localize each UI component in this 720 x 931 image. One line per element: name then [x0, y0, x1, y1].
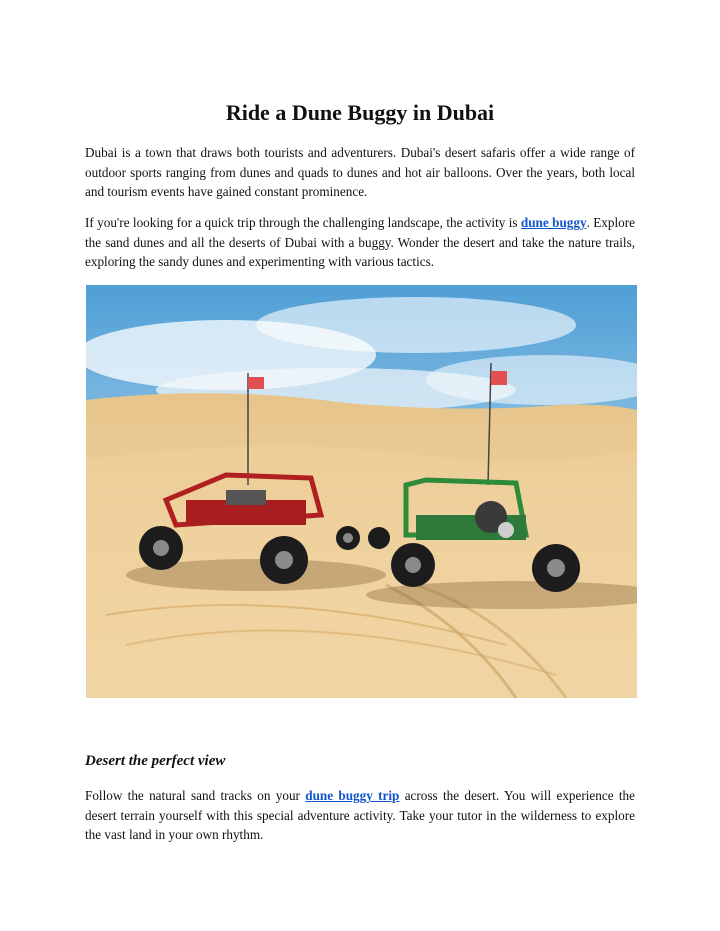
buggy-paragraph: [85, 213, 635, 272]
dune-buggy-trip-link[interactable]: dune buggy trip: [305, 788, 400, 803]
paragraph-text: Follow the natural sand tracks on your: [85, 788, 306, 803]
paragraph-text: across the desert. You will experience the desert terrain yourself with this special adventure activity. Take your tutor in the wilderness to explore the vast land in your own rhythm.: [85, 788, 635, 842]
trip-paragraph: [85, 786, 635, 845]
document-title: Ride a Dune Buggy in Dubai: [225, 100, 495, 125]
paragraph-text: If you're looking for a quick trip through the challenging landscape, the activity is: [85, 215, 521, 230]
intro-paragraph: Dubai is a town that draws both tourists and adventurers. Dubai's desert safaris offer a wide range of outdoor sports ranging from dunes and quads to dunes and hot air balloons. Over the years, both local and tourism events have gained constant prominence.: [85, 145, 635, 199]
dune-buggy-link[interactable]: dune buggy: [520, 215, 587, 230]
dune-buggy-photo: [86, 285, 637, 698]
paragraph-text: . Explore the sand dunes and all the deserts of Dubai with a buggy. Wonder the desert and take the nature trails, exploring the sandy dunes and experimenting with various tactics.: [85, 215, 635, 269]
section-heading: Desert the perfect view: [85, 753, 226, 769]
